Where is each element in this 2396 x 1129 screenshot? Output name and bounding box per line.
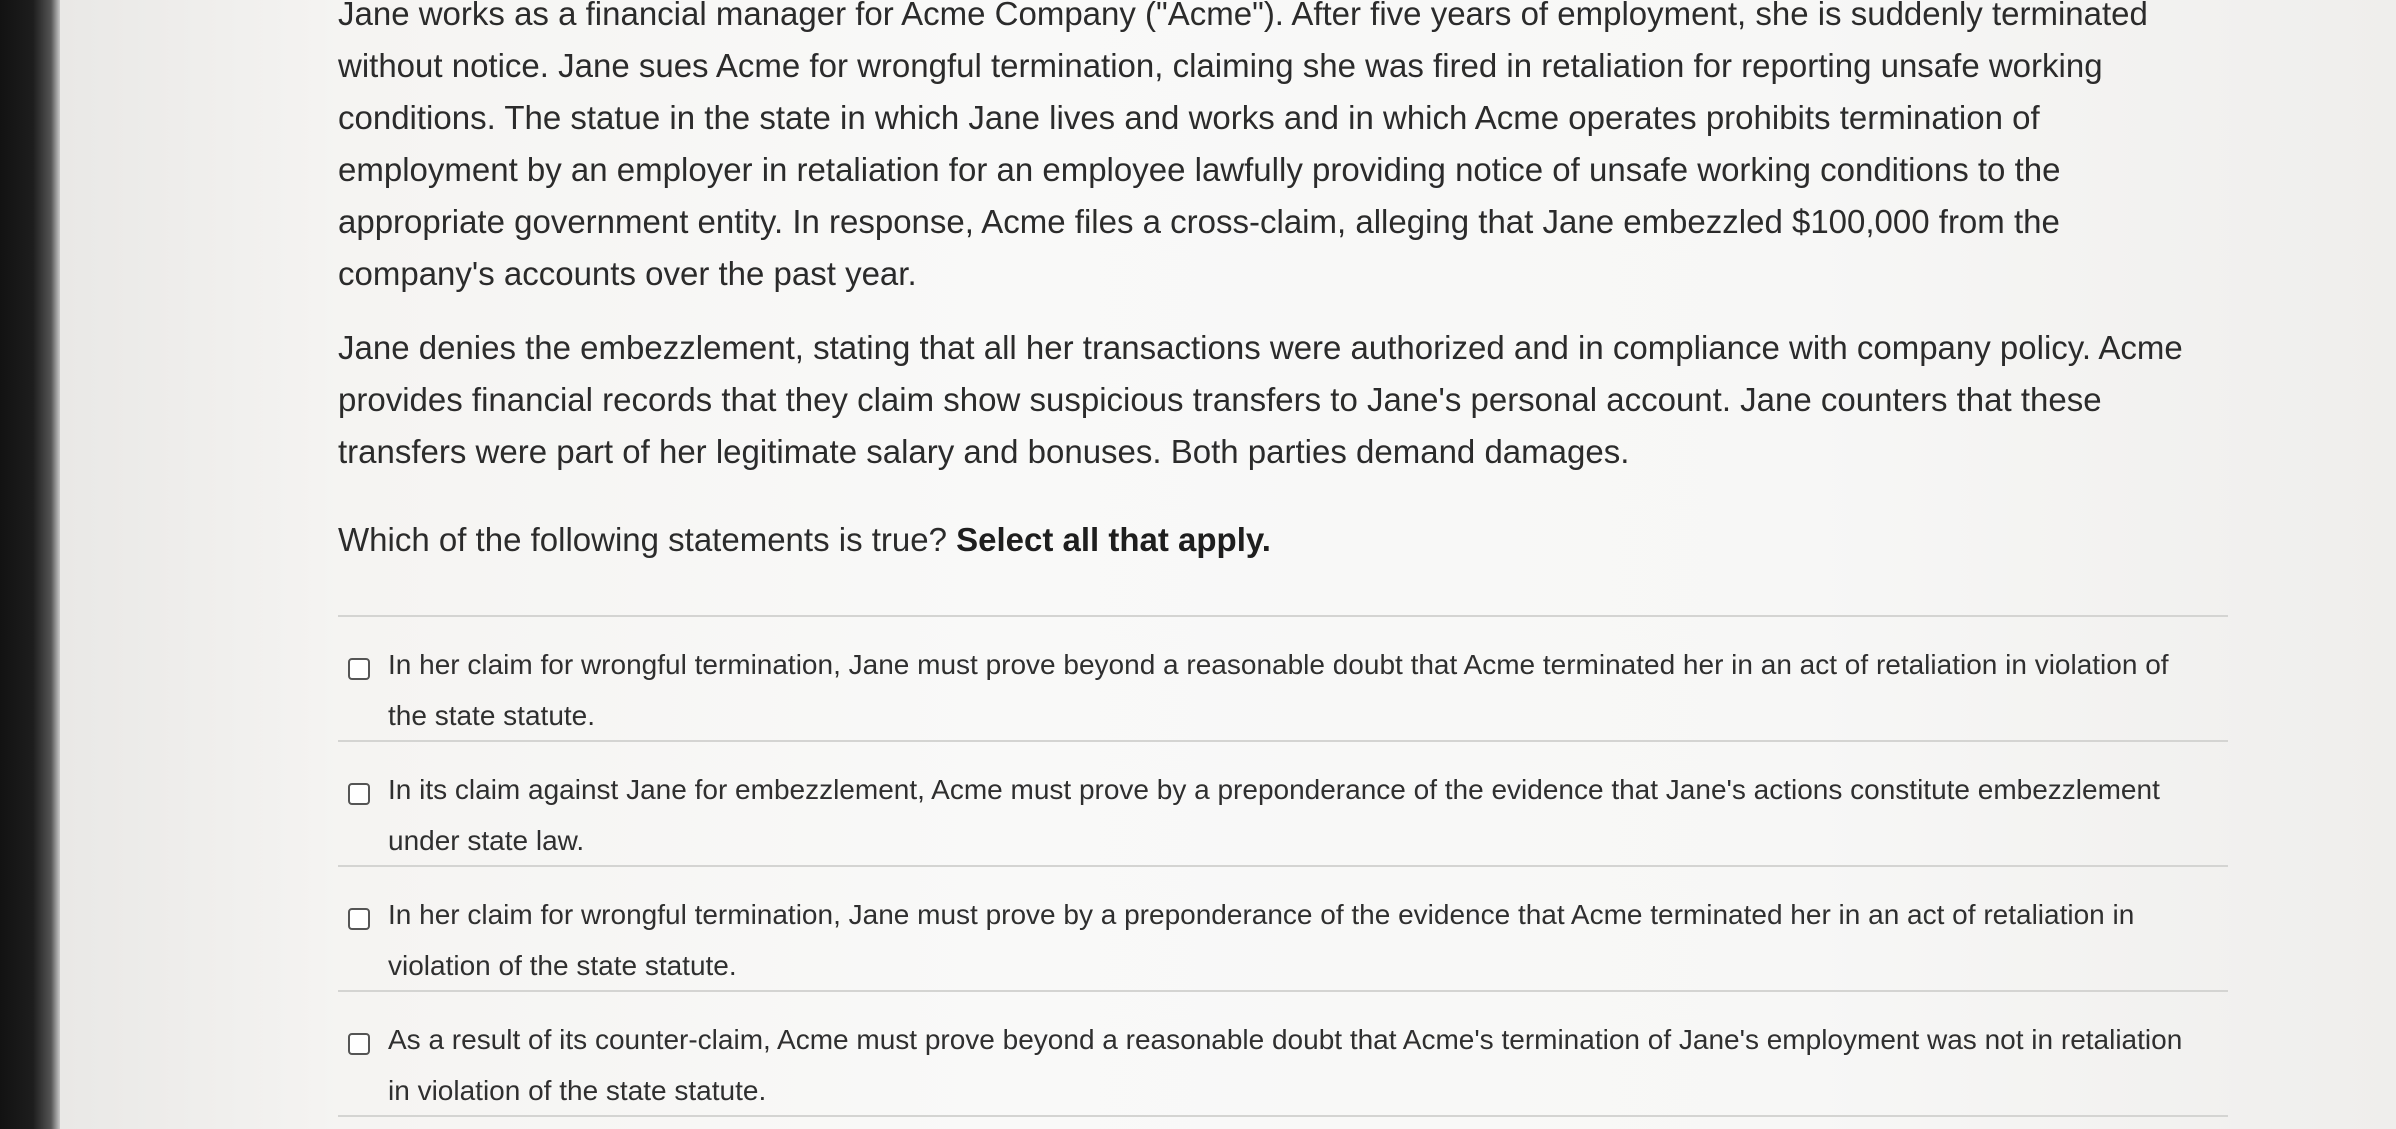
checkbox-option-2[interactable]: [348, 783, 370, 805]
screen: [60, 0, 2396, 1129]
question-prompt-text: Which of the following statements is true?: [338, 521, 947, 558]
question-instruction: Select all that apply.: [956, 521, 1271, 558]
question-prompt: [338, 514, 2198, 566]
question-paragraph-1: Jane works as a financial manager for Acme Company ("Acme"). After five years of employment, she is suddenly terminated without notice. Jane sues Acme for wrongful termination, claiming she was fired in retaliation for reporting unsafe working conditions. The statue in the state in which Jane lives and works and in which Acme operates prohibits termination of employment by an employer in retaliation for an employee lawfully providing notice of unsafe working conditions to the appropriate government entity. In response, Acme files a cross-claim, alleging that Jane embezzled $100,000 from the company's accounts over the past year.: [338, 0, 2148, 292]
answer-option-2[interactable]: [338, 742, 2228, 867]
monitor-bezel: [0, 0, 60, 1129]
answer-options: [338, 615, 2228, 1117]
answer-option-2-label[interactable]: In its claim against Jane for embezzlement, Acme must prove by a preponderance of the evidence that Jane's actions constitute embezzlement under state law.: [388, 774, 2160, 856]
answer-option-3-label[interactable]: In her claim for wrongful termination, Jane must prove by a preponderance of the evidence that Acme terminated her in an act of retaliation in violation of the state statute.: [388, 899, 2135, 981]
checkbox-option-1[interactable]: [348, 658, 370, 680]
answer-option-4[interactable]: [338, 992, 2228, 1117]
answer-option-1-label[interactable]: In her claim for wrongful termination, Jane must prove beyond a reasonable doubt that Acme terminated her in an act of retaliation in violation of the state statute.: [388, 649, 2169, 731]
checkbox-option-4[interactable]: [348, 1033, 370, 1055]
checkbox-option-3[interactable]: [348, 908, 370, 930]
question-paragraph-2: Jane denies the embezzlement, stating that all her transactions were authorized and in compliance with company policy. Acme provides financial records that they claim show suspicious transfers to Jane's personal account. Jane counters that these transfers were part of her legitimate salary and bonuses. Both parties demand damages.: [338, 329, 2183, 470]
answer-option-4-label[interactable]: As a result of its counter-claim, Acme must prove beyond a reasonable doubt that Acme's termination of Jane's employment was not in retaliation in violation of the state statute.: [388, 1024, 2183, 1106]
answer-option-1[interactable]: [338, 617, 2228, 742]
answer-option-3[interactable]: [338, 867, 2228, 992]
